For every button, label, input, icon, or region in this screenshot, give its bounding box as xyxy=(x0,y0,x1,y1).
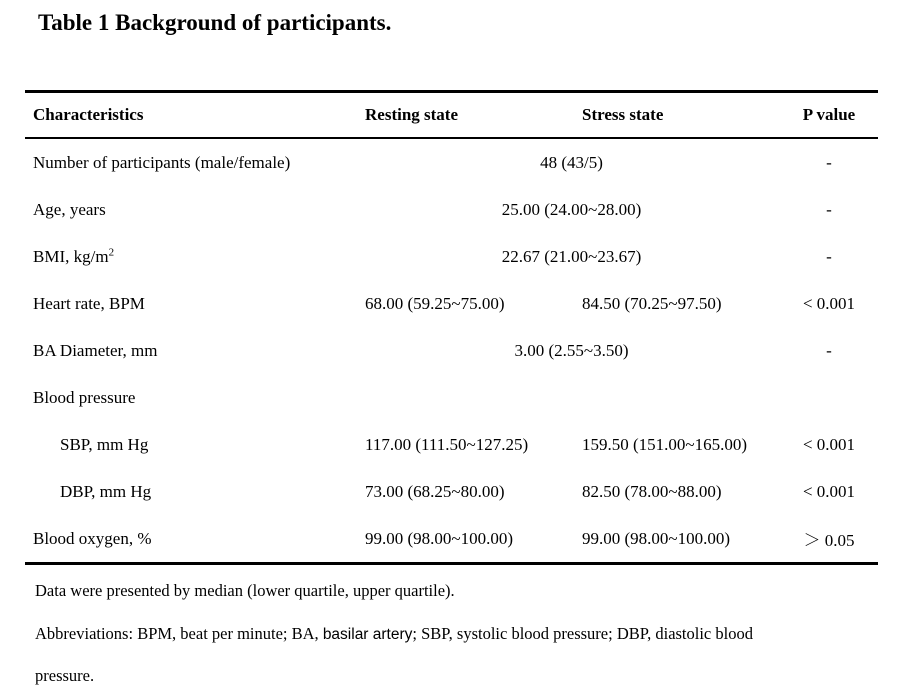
header-p-value: P value xyxy=(780,92,878,139)
table-row-blood-oxygen xyxy=(25,515,878,564)
table-row-dbp xyxy=(25,468,878,515)
combined-value-cell: 48 (43/5) xyxy=(540,152,603,172)
row-label: BA Diameter, mm xyxy=(33,340,158,360)
table-row-sbp xyxy=(25,421,878,468)
p-value-cell: ＞ 0.05 xyxy=(803,531,855,550)
combined-value-cell: 25.00 (24.00~28.00) xyxy=(501,199,642,219)
table-row-blood-pressure-group xyxy=(25,374,878,421)
row-label: DBP, mm Hg xyxy=(60,481,152,501)
table-row-heart-rate xyxy=(25,280,878,327)
footnote-abbreviations xyxy=(35,624,753,644)
footnote-abbreviations-continued: pressure. xyxy=(35,666,95,685)
header-resting-state: Resting state xyxy=(363,92,580,139)
header-row xyxy=(25,92,878,139)
row-label: Heart rate, BPM xyxy=(33,293,145,313)
p-value-cell: - xyxy=(826,152,832,172)
footnote-data-presentation: Data were presented by median (lower quartile, upper quartile). xyxy=(35,581,455,600)
row-label: Number of participants (male/female) xyxy=(33,152,291,172)
p-value-cell: < 0.001 xyxy=(802,481,856,501)
resting-value-cell: 117.00 (111.50~127.25) xyxy=(365,434,529,454)
table-header xyxy=(25,92,878,139)
p-value-cell: < 0.001 xyxy=(802,434,856,454)
table-body xyxy=(25,138,878,564)
table-row-ba-diameter xyxy=(25,327,878,374)
table-title: Table 1 Background of participants. xyxy=(38,10,392,35)
p-value-cell xyxy=(780,374,878,421)
p-value-cell: - xyxy=(826,246,832,266)
combined-value-cell: 22.67 (21.00~23.67) xyxy=(501,246,642,266)
row-label: Blood oxygen, % xyxy=(33,528,152,548)
row-label xyxy=(25,233,363,280)
combined-value-cell xyxy=(363,374,780,421)
stress-value-cell: 84.50 (70.25~97.50) xyxy=(582,293,722,313)
table-row-participants xyxy=(25,138,878,186)
table-row-age xyxy=(25,186,878,233)
footnote-abbreviations-sans: basilar artery xyxy=(322,626,413,643)
p-value-cell: - xyxy=(826,340,832,360)
stress-value-cell: 99.00 (98.00~100.00) xyxy=(582,528,731,548)
header-characteristics: Characteristics xyxy=(25,92,363,139)
table-row-bmi xyxy=(25,233,878,280)
footnote-abbreviations-post: ; SBP, systolic blood pressure; DBP, diastolic blood xyxy=(412,624,753,643)
stress-value-cell: 82.50 (78.00~88.00) xyxy=(582,481,722,501)
row-label-text: BMI, kg/m xyxy=(33,246,109,266)
header-stress-state: Stress state xyxy=(580,92,780,139)
resting-value-cell: 73.00 (68.25~80.00) xyxy=(365,481,505,501)
resting-value-cell: 99.00 (98.00~100.00) xyxy=(365,528,514,548)
row-label: Blood pressure xyxy=(33,387,136,407)
stress-value-cell: 159.50 (151.00~165.00) xyxy=(582,434,748,454)
row-label: Age, years xyxy=(33,199,106,219)
participants-table xyxy=(25,90,878,565)
footnote-abbreviations-pre: Abbreviations: BPM, beat per minute; BA, xyxy=(35,624,323,643)
row-label-superscript: 2 xyxy=(108,245,115,258)
row-label: SBP, mm Hg xyxy=(60,434,149,454)
combined-value-cell: 3.00 (2.55~3.50) xyxy=(514,340,629,360)
p-value-cell: < 0.001 xyxy=(802,293,856,313)
p-value-cell: - xyxy=(826,199,832,219)
resting-value-cell: 68.00 (59.25~75.00) xyxy=(365,293,505,313)
